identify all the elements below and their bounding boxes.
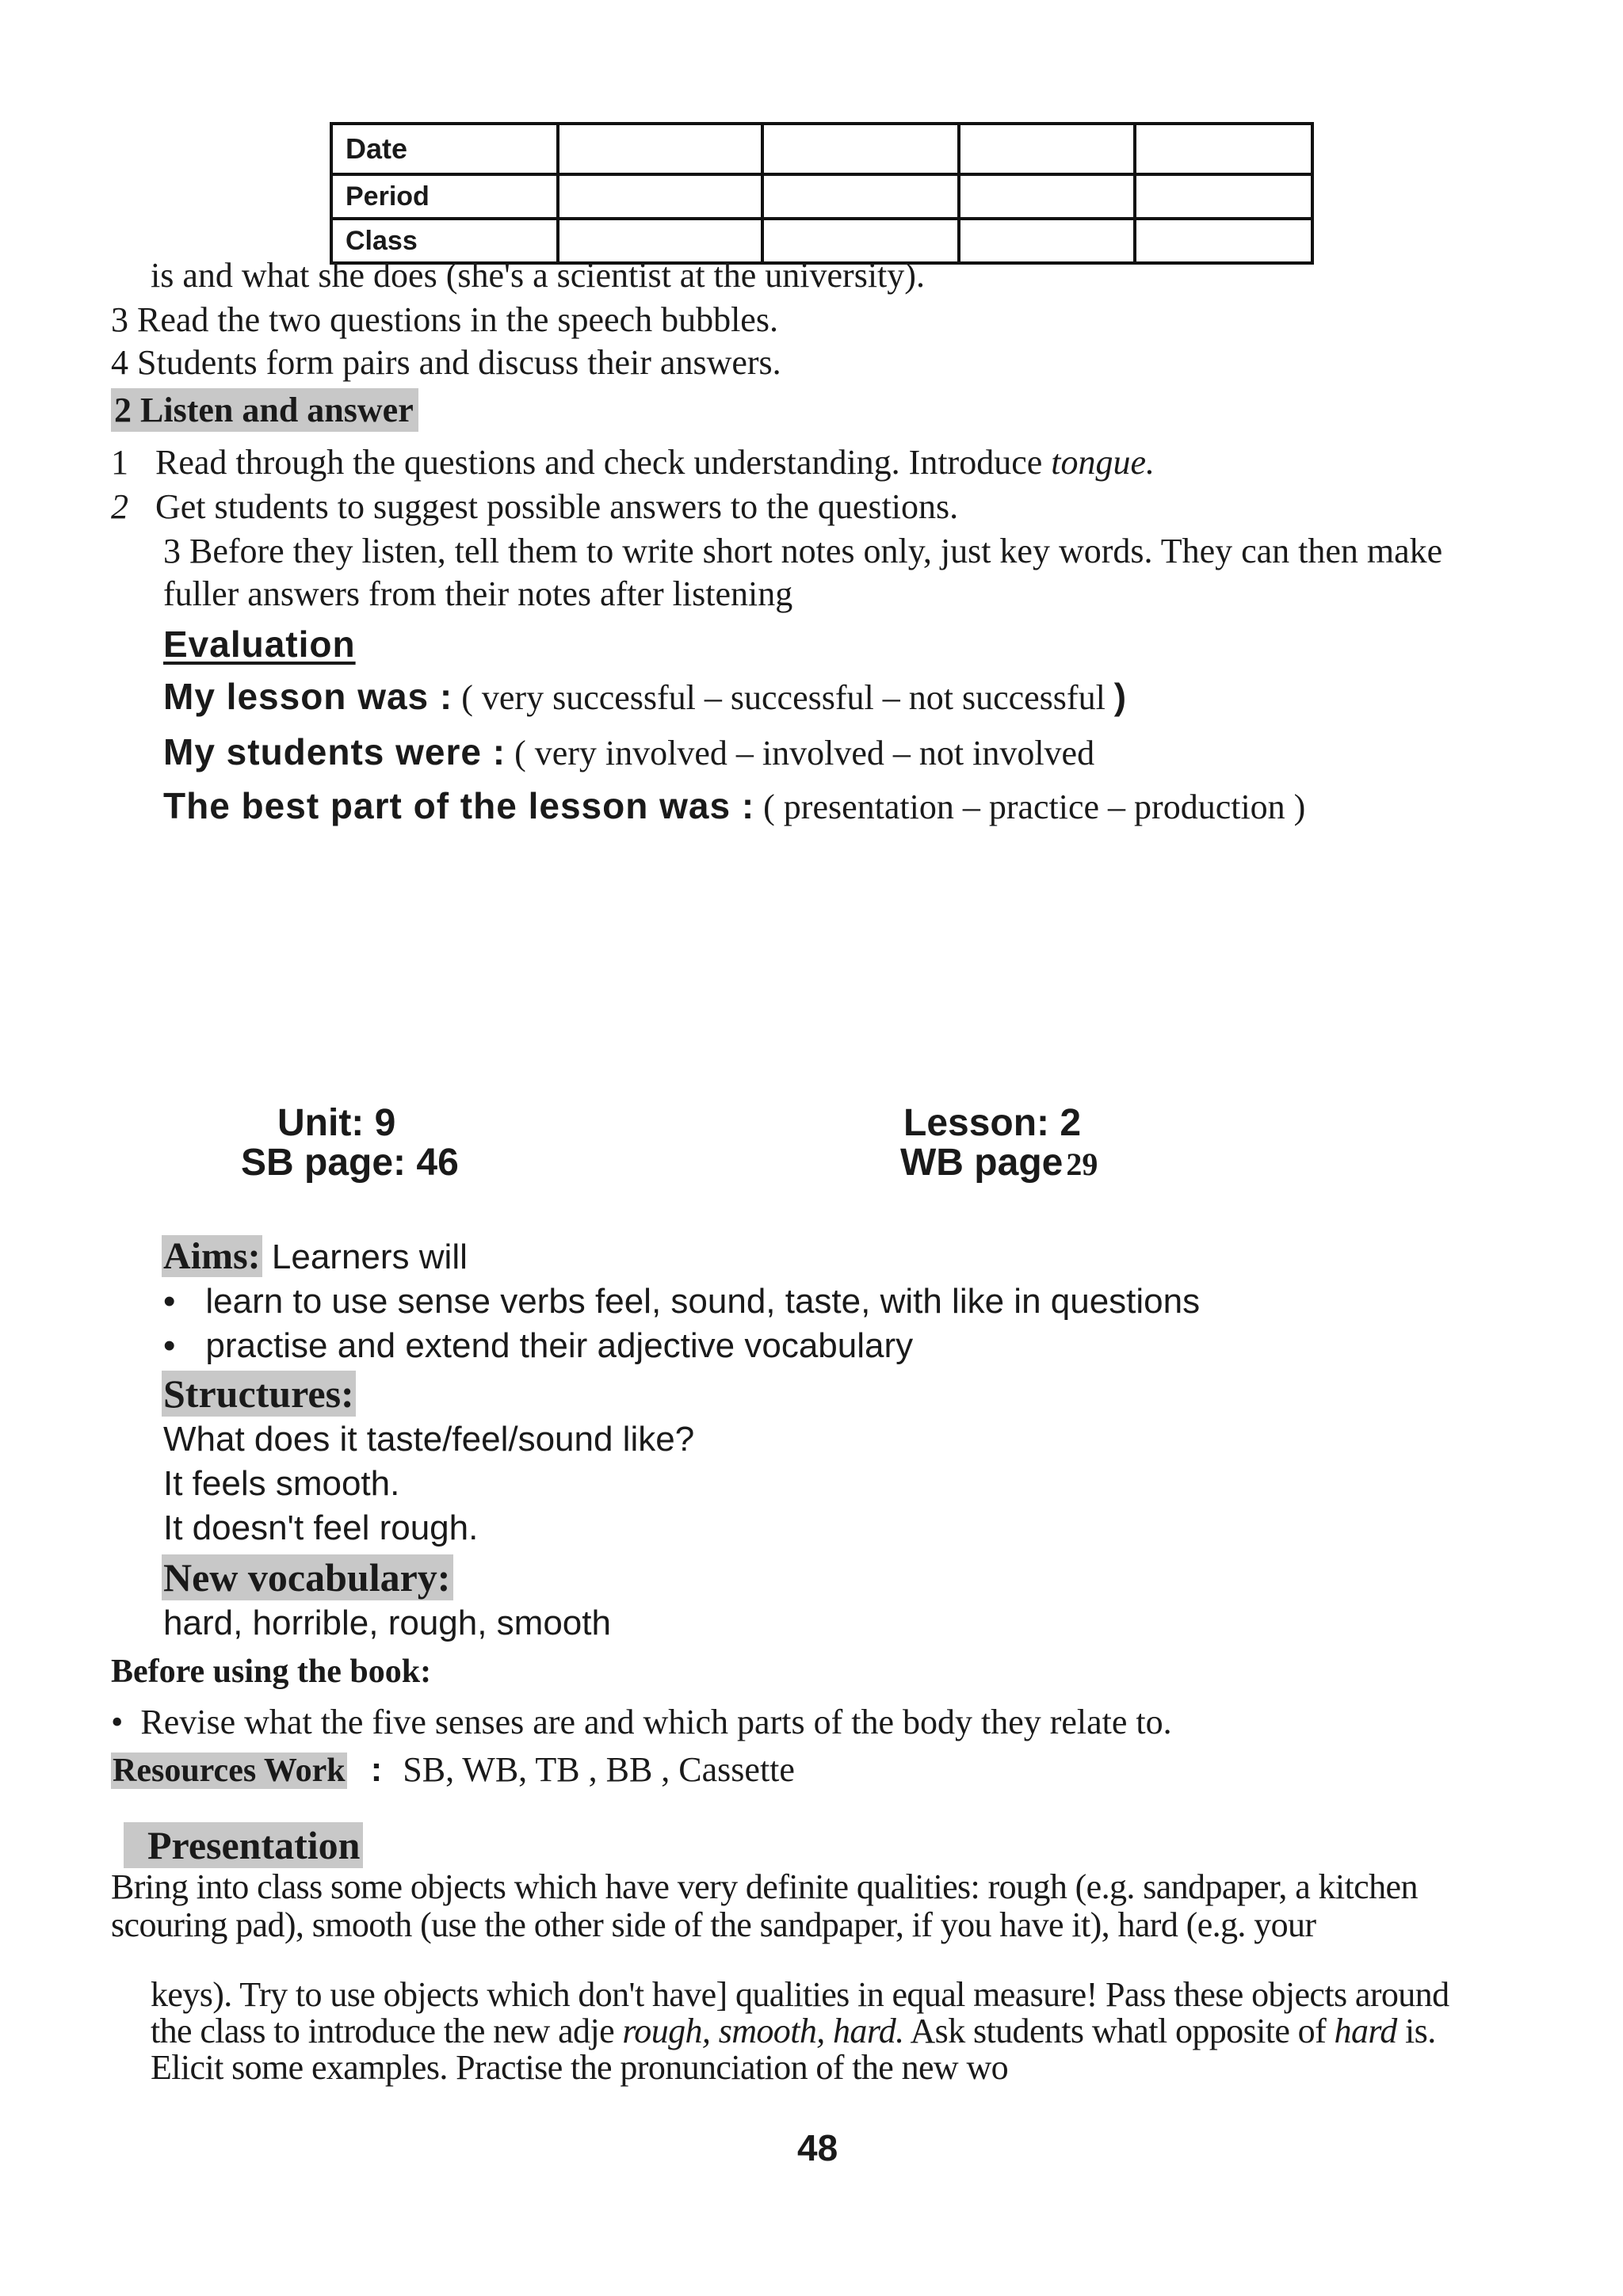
step-text: Get students to suggest possible answers to the questions. xyxy=(155,487,959,526)
presentation-heading: Presentation xyxy=(124,1822,363,1868)
text-run: is. xyxy=(1396,2012,1436,2050)
evaluation-best-line xyxy=(163,784,1305,827)
listen-step-3-line1: 3 Before they listen, tell them to write short notes only, just key words. They can then make xyxy=(163,532,1443,570)
sb-page: SB page: 46 xyxy=(241,1142,459,1184)
presentation-line: Bring into class some objects which have very definite qualities: rough (e.g. sandpaper, a kitchen xyxy=(111,1867,1418,1906)
step-3: 3 Read the two questions in the speech bubbles. xyxy=(111,300,778,339)
presentation-line-mixed xyxy=(151,2011,1436,2051)
structure-line: It doesn't feel rough. xyxy=(163,1508,479,1547)
table-cell xyxy=(1135,124,1312,174)
wb-page xyxy=(900,1141,1098,1184)
table-cell xyxy=(959,219,1135,263)
evaluation-best-options: ( presentation – practice – production ) xyxy=(754,788,1306,826)
evaluation-heading: Evaluation xyxy=(163,624,356,665)
evaluation-best-label: The best part of the lesson was : xyxy=(163,785,755,826)
row-label-period: Period xyxy=(331,174,558,219)
evaluation-students-options: ( very involved – involved – not involved xyxy=(506,734,1095,772)
aims-line xyxy=(162,1234,468,1278)
presentation-line: keys). Try to use objects which don't have] qualities in equal measure! Pass these objects around xyxy=(151,1975,1449,2014)
presentation-line: scouring pad), smooth (use the other side of the sandpaper, if you have it), hard (e.g. your xyxy=(111,1905,1316,1944)
step-text: Read through the questions and check understanding. Introduce xyxy=(155,443,1052,482)
table-row xyxy=(331,174,1312,219)
presentation-line: Elicit some examples. Practise the pronunciation of the new wo xyxy=(151,2048,1009,2087)
step-number: 1 xyxy=(111,443,128,482)
evaluation-lesson-label: My lesson was : xyxy=(163,676,453,717)
text-run: Ask students whatl opposite of xyxy=(903,2012,1335,2050)
wb-page-number: 29 xyxy=(1066,1146,1098,1182)
resources-label: Resources Work xyxy=(113,1753,346,1789)
evaluation-students-label: My students were : xyxy=(163,731,506,772)
table-cell xyxy=(558,174,762,219)
step-number: 2 xyxy=(111,487,128,526)
aims-bullet xyxy=(163,1326,913,1366)
bullet-icon: • xyxy=(163,1326,176,1365)
evaluation-lesson-options: ( very successful – successful – not successful xyxy=(453,678,1114,717)
aims-label: Aims: xyxy=(163,1235,261,1277)
listen-step-3-line2: fuller answers from their notes after listening xyxy=(163,574,793,613)
table-cell xyxy=(1135,219,1312,263)
listen-step-2 xyxy=(111,486,958,527)
resources-line xyxy=(111,1749,795,1790)
structure-line: It feels smooth. xyxy=(163,1464,400,1503)
table-cell xyxy=(558,124,762,174)
step-4: 4 Students form pairs and discuss their answers. xyxy=(111,343,781,382)
before-book-text: Revise what the five senses are and which parts of the body they relate to. xyxy=(140,1703,1172,1741)
aims-bullet xyxy=(163,1282,1200,1322)
table-cell xyxy=(959,174,1135,219)
text-run: the class to introduce the new adje xyxy=(151,2012,623,2050)
row-label-class: Class xyxy=(331,219,558,263)
evaluation-lesson-close: ) xyxy=(1113,676,1128,717)
text-run-italic: rough, smooth, hard. xyxy=(622,2012,904,2050)
bullet-icon: • xyxy=(111,1703,124,1741)
resources-colon: : xyxy=(370,1750,383,1789)
table-cell xyxy=(762,124,959,174)
bullet-icon: • xyxy=(163,1282,176,1321)
table-cell xyxy=(1135,174,1312,219)
page-number: 48 xyxy=(797,2127,838,2168)
text-run-italic: hard xyxy=(1334,2012,1397,2050)
row-label-date: Date xyxy=(331,124,558,174)
before-book-label: Before using the book: xyxy=(111,1653,432,1690)
lesson-number: Lesson: 2 xyxy=(903,1102,1082,1144)
section-heading-listen: 2 Listen and answer xyxy=(111,388,418,432)
resources-items: SB, WB, TB , BB , Cassette xyxy=(403,1750,795,1789)
unit-number: Unit: 9 xyxy=(277,1102,396,1144)
evaluation-lesson-line xyxy=(163,675,1127,718)
table-cell xyxy=(959,124,1135,174)
wb-page-label: WB page xyxy=(900,1142,1064,1184)
continuation-line: is and what she does (she's a scientist at the university). xyxy=(151,256,925,295)
aims-intro: Learners will xyxy=(262,1238,468,1276)
aims-bullet-text: practise and extend their adjective vocabulary xyxy=(205,1326,914,1365)
step-italic: tongue. xyxy=(1051,443,1155,482)
structures-label: Structures: xyxy=(163,1371,354,1416)
evaluation-students-line xyxy=(163,730,1094,773)
table-row xyxy=(331,124,1312,174)
lesson-plan-table xyxy=(330,122,1314,265)
table-cell xyxy=(762,174,959,219)
listen-step-1 xyxy=(111,442,1155,482)
structure-line: What does it taste/feel/sound like? xyxy=(163,1420,695,1459)
vocabulary-words: hard, horrible, rough, smooth xyxy=(163,1604,611,1642)
before-book-bullet xyxy=(111,1702,1172,1742)
aims-bullet-text: learn to use sense verbs feel, sound, taste, with like in questions xyxy=(205,1282,1201,1321)
vocabulary-label: New vocabulary: xyxy=(162,1554,453,1600)
